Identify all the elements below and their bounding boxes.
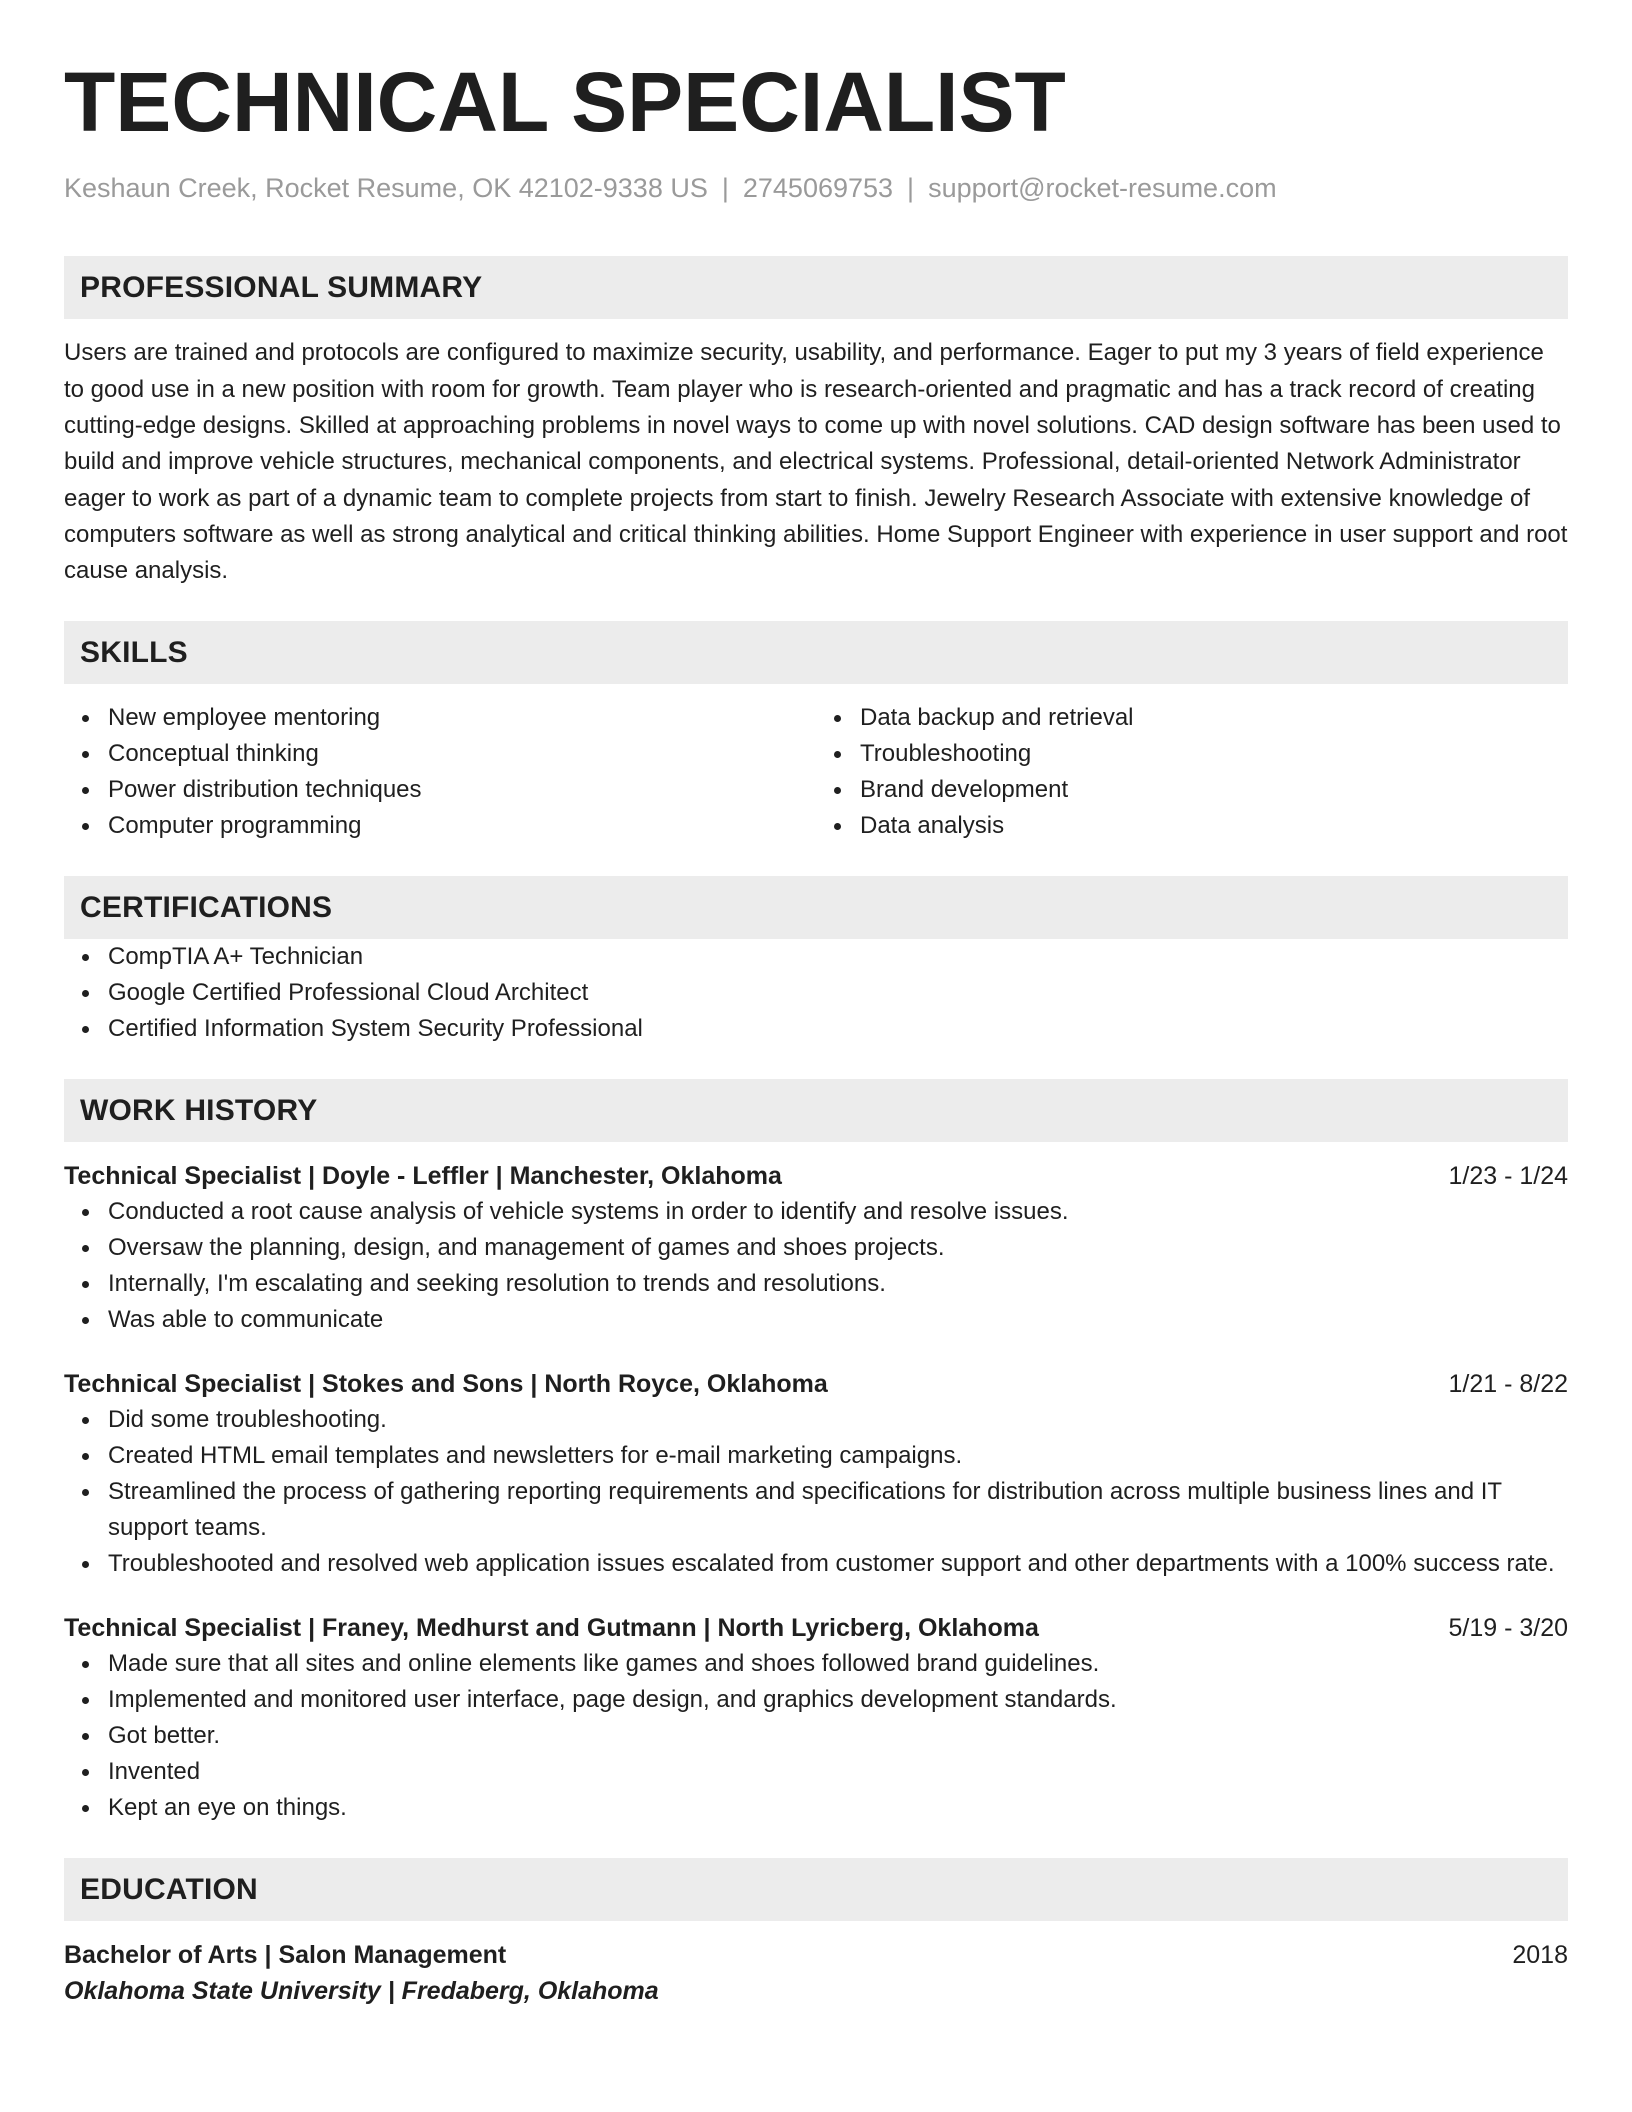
job-bullet: Troubleshooted and resolved web application issues escalated from customer support and other departments with a 100% success rate. xyxy=(108,1546,1568,1582)
skill-item: Power distribution techniques xyxy=(108,772,816,808)
job-title: Technical Specialist | Franey, Medhurst and Gutmann | North Lyricberg, Oklahoma xyxy=(64,1614,1039,1643)
job-bullet: Did some troubleshooting. xyxy=(108,1402,1568,1438)
job-bullet: Was able to communicate xyxy=(108,1302,1568,1338)
job-dates: 1/23 - 1/24 xyxy=(1448,1162,1568,1191)
education-degree: Bachelor of Arts | Salon Management xyxy=(64,1941,507,1970)
skill-item: Troubleshooting xyxy=(860,736,1568,772)
certification-item: Google Certified Professional Cloud Architect xyxy=(108,975,1568,1011)
summary-text: Users are trained and protocols are configured to maximize security, usability, and performance. Eager to put my 3 years of field experience to good use in a new position with room for growth. Team player who is research-oriented and pragmatic and has a track record of creating cutting-edge designs. Skilled at approaching problems in novel ways to come up with novel solutions. CAD design software has been used to build and improve vehicle structures, mechanical components, and electrical systems. Professional, detail-oriented Network Administrator eager to work as part of a dynamic team to complete projects from start to finish. Jewelry Research Associate with extensive knowledge of computers software as well as strong analytical and critical thinking abilities. Home Support Engineer with experience in user support and root cause analysis. xyxy=(64,339,1568,585)
job-bullet: Internally, I'm escalating and seeking resolution to trends and resolutions. xyxy=(108,1266,1568,1302)
section-header-certifications: CERTIFICATIONS xyxy=(64,876,1568,939)
skill-item: New employee mentoring xyxy=(108,700,816,736)
skill-item: Data analysis xyxy=(860,808,1568,844)
job-bullets xyxy=(64,1646,1568,1826)
skill-item: Brand development xyxy=(860,772,1568,808)
job-bullet: Streamlined the process of gathering reporting requirements and specifications for distribution across multiple business lines and IT support teams. xyxy=(108,1474,1568,1546)
job-bullet: Made sure that all sites and online elements like games and shoes followed brand guidelines. xyxy=(108,1646,1568,1682)
contact-phone: 2745069753 xyxy=(742,173,894,203)
certification-item: Certified Information System Security Professional xyxy=(108,1011,1568,1047)
contact-separator: | xyxy=(721,173,729,203)
skill-item: Data backup and retrieval xyxy=(860,700,1568,736)
education-school: Oklahoma State University | Fredaberg, Oklahoma xyxy=(64,1977,659,2006)
job-title: Technical Specialist | Stokes and Sons | North Royce, Oklahoma xyxy=(64,1370,828,1399)
resume-title: TECHNICAL SPECIALIST xyxy=(64,55,1066,149)
job-dates: 1/21 - 8/22 xyxy=(1448,1370,1568,1399)
job-bullet: Got better. xyxy=(108,1718,1568,1754)
contact-separator: | xyxy=(907,173,915,203)
section-header-skills: SKILLS xyxy=(64,621,1568,684)
job-title: Technical Specialist | Doyle - Leffler | Manchester, Oklahoma xyxy=(64,1162,782,1191)
job-bullet: Kept an eye on things. xyxy=(108,1790,1568,1826)
certification-item: CompTIA A+ Technician xyxy=(108,939,1568,975)
skill-item: Conceptual thinking xyxy=(108,736,816,772)
job-bullet: Invented xyxy=(108,1754,1568,1790)
job-bullet: Created HTML email templates and newsletters for e-mail marketing campaigns. xyxy=(108,1438,1568,1474)
skills-grid xyxy=(64,700,1568,844)
section-header-education: EDUCATION xyxy=(64,1858,1568,1921)
job-heading xyxy=(64,1610,1568,1646)
job-bullet: Implemented and monitored user interface, page design, and graphics development standards. xyxy=(108,1682,1568,1718)
job-dates: 5/19 - 3/20 xyxy=(1448,1614,1568,1643)
job-bullets xyxy=(64,1194,1568,1338)
education-heading xyxy=(64,1937,1568,1973)
job-bullet: Oversaw the planning, design, and management of games and shoes projects. xyxy=(108,1230,1568,1266)
contact-line xyxy=(64,172,1568,204)
job-heading xyxy=(64,1158,1568,1194)
contact-email: support@rocket-resume.com xyxy=(928,173,1277,203)
skills-left-list xyxy=(64,700,816,844)
job-bullets xyxy=(64,1402,1568,1582)
section-header-summary: PROFESSIONAL SUMMARY xyxy=(64,256,1568,319)
skills-right-list xyxy=(816,700,1568,844)
education-year: 2018 xyxy=(1512,1941,1568,1970)
certifications-list xyxy=(64,939,1568,1047)
job-bullet: Conducted a root cause analysis of vehicle systems in order to identify and resolve issues. xyxy=(108,1194,1568,1230)
contact-address: Keshaun Creek, Rocket Resume, OK 42102-9338 US xyxy=(64,173,708,203)
section-header-work-history: WORK HISTORY xyxy=(64,1079,1568,1142)
skill-item: Computer programming xyxy=(108,808,816,844)
job-heading xyxy=(64,1366,1568,1402)
